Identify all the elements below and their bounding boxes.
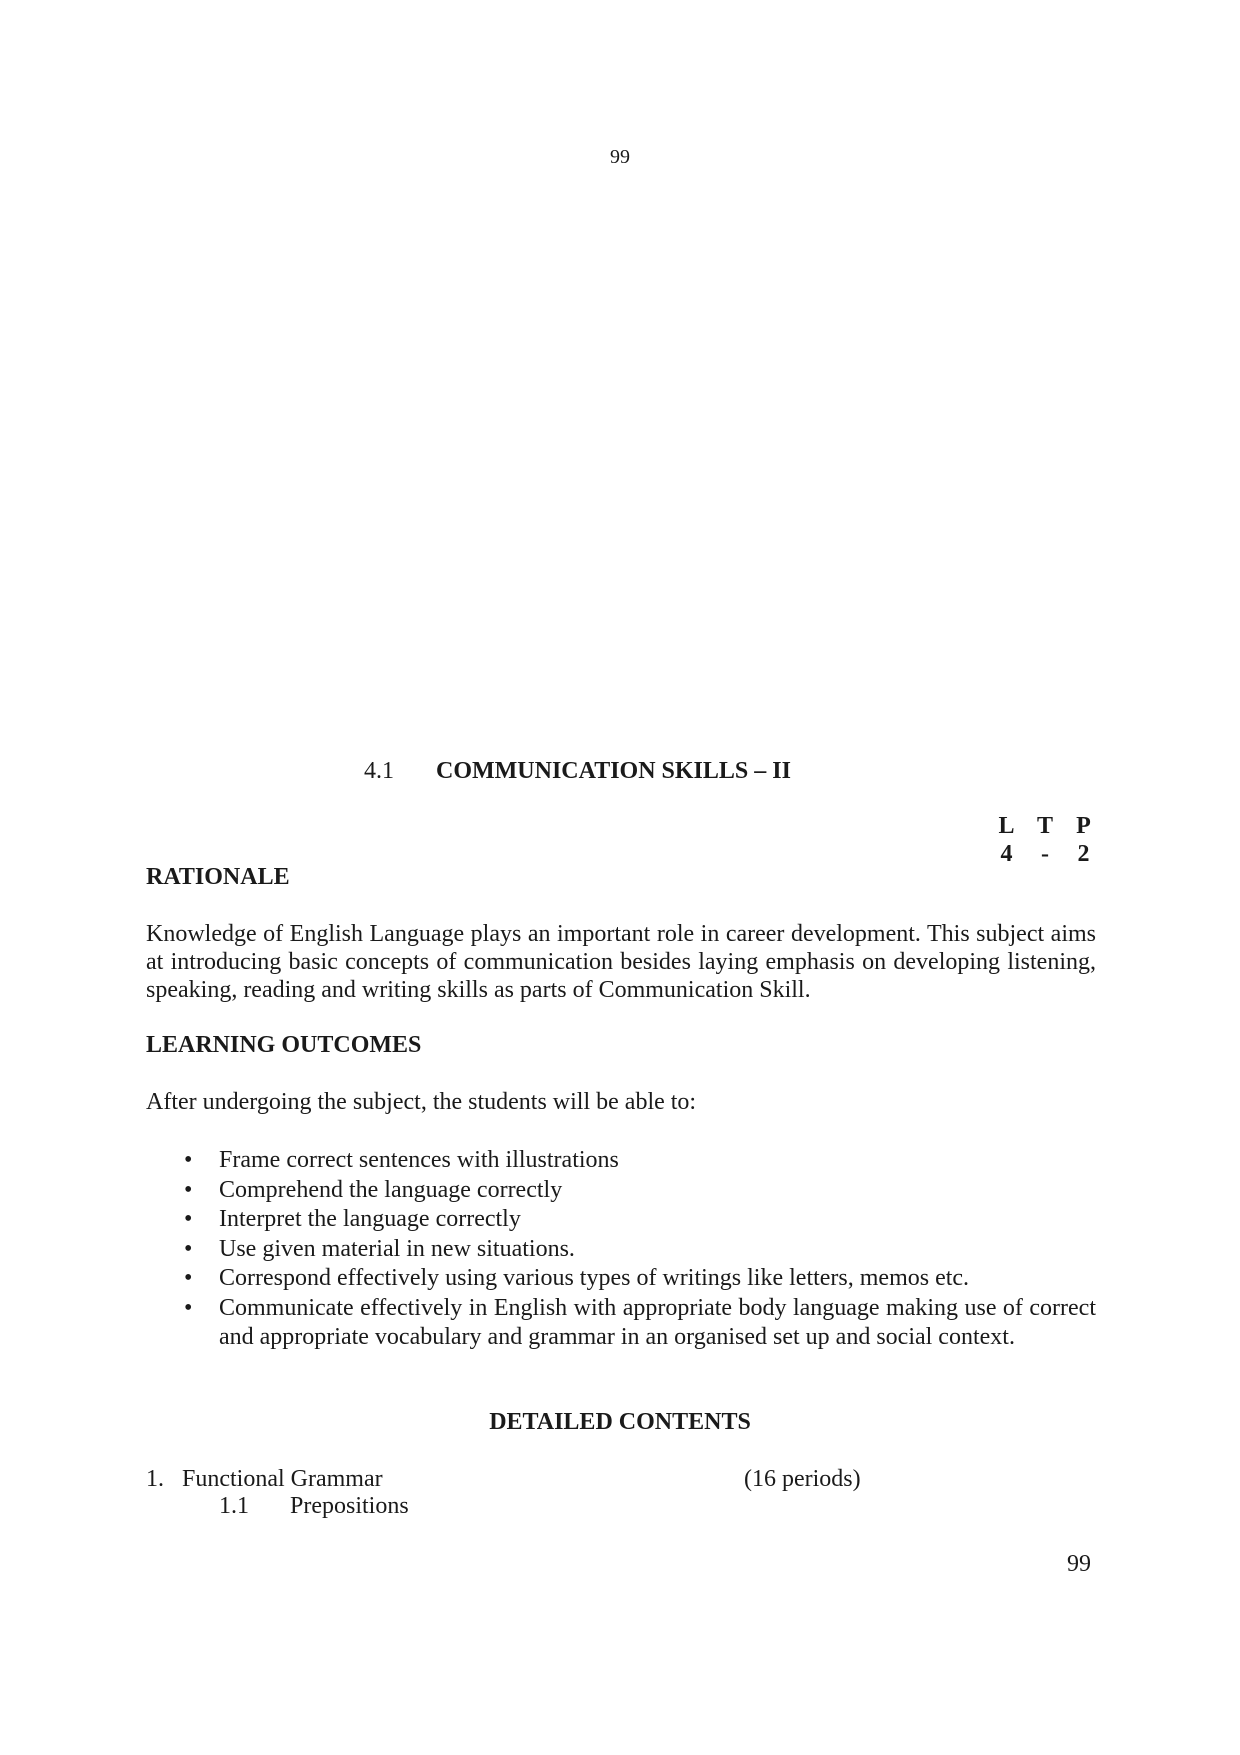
bullet-icon: • [184,1294,193,1321]
rationale-heading: RATIONALE [146,864,290,890]
ltp-value-p: 2 [1077,841,1090,867]
learning-outcomes-intro: After undergoing the subject, the students will be able to: [146,1089,697,1115]
list-item-text: Communicate effectively in English with appropriate body language making use of correct and appropriate vocabulary and grammar in an organised set up and social context. [219,1294,1096,1350]
ltp-value-row [990,840,1100,868]
section-title: COMMUNICATION SKILLS – II [436,758,791,784]
learning-outcomes-list [146,1146,1096,1353]
list-item [146,1235,1096,1265]
list-item-text: Interpret the language correctly [219,1206,521,1232]
bullet-icon: • [184,1147,193,1173]
list-item [146,1176,1096,1206]
list-item-text: Frame correct sentences with illustrations [219,1147,619,1173]
ltp-value-t: - [1041,841,1049,867]
list-item [146,1146,1096,1176]
bullet-icon: • [184,1176,193,1203]
learning-outcomes-heading: LEARNING OUTCOMES [146,1032,422,1058]
list-item [146,1294,1096,1353]
ltp-value-l: 4 [1000,841,1013,867]
unit-title: Functional Grammar [182,1466,383,1492]
rationale-text: Knowledge of English Language plays an important role in career development. This subject aims at introducing basic concepts of communication besides laying emphasis on developing listening, speaking, reading and writing skills as parts of Communication Skill. [146,921,1096,1003]
list-item [146,1264,1096,1294]
bullet-icon: • [184,1265,193,1291]
list-item [146,1205,1096,1235]
ltp-table [990,812,1100,868]
ltp-header-p: P [1076,813,1091,839]
unit-periods: (16 periods) [744,1466,861,1492]
page-number-bottom: 99 [1067,1551,1091,1577]
section-number: 4.1 [364,758,394,784]
page-number-top: 99 [610,146,630,168]
ltp-header-row [990,812,1100,840]
list-item-text: Comprehend the language correctly [219,1176,563,1203]
bullet-icon: • [184,1206,193,1232]
subtopic-title: Prepositions [290,1493,409,1519]
bullet-icon: • [184,1235,193,1262]
detailed-contents-heading: DETAILED CONTENTS [489,1409,751,1435]
list-item-text: Correspond effectively using various types of writings like letters, memos etc. [219,1265,970,1291]
subtopic-number: 1.1 [219,1493,249,1519]
unit-number: 1. [146,1466,164,1492]
ltp-header-t: T [1036,813,1053,839]
ltp-header-l: L [998,813,1015,839]
list-item-text: Use given material in new situations. [219,1235,575,1262]
